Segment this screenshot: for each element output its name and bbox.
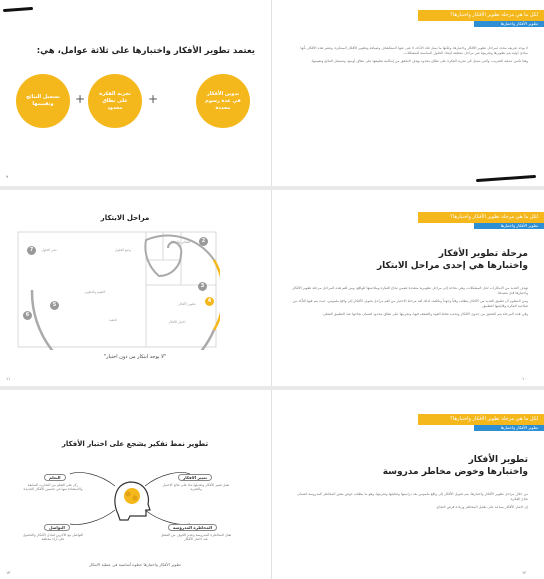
stage-badge-2: 2: [199, 237, 208, 246]
heading-line: واختبارها وخوض مخاطر مدروسة: [382, 467, 528, 477]
card-text: ركز على التعلم من التجارب السابقة والاستفادة منها في تحسين الأفكار الجديدة: [23, 483, 83, 492]
page-heading: [300, 248, 528, 272]
page-number-right: ١٠: [522, 376, 527, 381]
diagram-caption: تطوير الأفكار واختبارها خطوة أساسية في عملية الابتكار: [89, 562, 181, 567]
stage-badge-7: 7: [27, 246, 36, 255]
section-banner: لكل ما هي مرحلة تطوير الأفكار واختبارها؟: [418, 212, 544, 223]
page-spread-1: [0, 0, 544, 186]
card-title-change-ideas: تغيير الافكار: [178, 474, 212, 481]
factor-circle-2: تجربة الفكرة على نطاق محدود: [88, 74, 142, 128]
stage-label: وضع الحلول: [115, 248, 131, 252]
heading-line: مرحلة تطوير الأفكار: [438, 249, 528, 259]
quote-text: "لا يوجد ابتكار من دون اختبار": [103, 354, 167, 360]
stage-label: التقييم والتطوير: [84, 290, 106, 294]
page-number-right: ١٢: [522, 570, 527, 575]
card-text: التواصل مع الآخرين لتبادل الأفكار والحصول على آراء مختلفة: [22, 533, 84, 542]
plus-icon: +: [148, 92, 159, 106]
section-subtag: تطوير الأفكار واختبارها: [474, 223, 544, 229]
body-text: [292, 492, 528, 513]
connector-arrow: [145, 510, 190, 524]
diagram-title: مراحل الابتكار: [100, 214, 150, 222]
paragraph: لا يوجد تعريف محدد لمراحل تطوير الأفكار واختبارها، ولكنها ما تمثل تلك الأداة، لا غنى عنها لاستكشاف وصياغة وتطوير الأفكار المبتكرة، وتعتبر هذه الأفكار بأنها مبادئ أولية يتم تطويرها وتجريبها عبر مراحل مختلفة لإيجاد الحلول المناسبة للمشكلات.: [300, 46, 528, 55]
factor-circle-1: تدوين الأفكار في عدة رسوم محددة: [196, 74, 250, 128]
diagram-title: تطوير نمط تفكير يشجع على اختبار الأفكار: [61, 440, 209, 448]
stage-label: التنفيذ: [108, 318, 118, 322]
stage-badge-5: 5: [50, 301, 59, 310]
stage-badge-3: 3: [198, 282, 207, 291]
stage-badge-4: 4: [205, 297, 214, 306]
section-subtag: تطوير الأفكار واختبارها: [474, 425, 544, 431]
paragraph: ومن المعلوم أن تطبيق العديد من الأفكار يتطلب وقتاً وجهداً وتكلفة، لذلك تُعد مرحلة الاختبار من أهم مراحل تحويل الأفكار إلى واقع ملموس، حيث يتم فيها التأكد من صلاحية الفكرة وقابليتها للتطبيق.: [292, 299, 528, 308]
stage-label: اختبار الأفكار: [168, 320, 186, 324]
plus-icon: +: [75, 92, 86, 106]
heading-line: تطوير الأفكار: [468, 455, 528, 465]
page-number-left: ١١: [6, 376, 11, 381]
stage-badge-6: 6: [23, 311, 32, 320]
page-number-left: ١٣: [6, 570, 11, 575]
stage-label: تطوير الأفكار: [178, 302, 196, 306]
scribble-mark: [476, 175, 536, 182]
spine-divider: [271, 390, 272, 579]
spine-divider: [271, 190, 272, 386]
connector-arrow: [70, 510, 115, 524]
factor-circle-3: تسجيل النتائج وتقييمها: [16, 74, 70, 128]
page-spread-2: [0, 190, 544, 386]
section-banner: لكل ما هي مرحلة تطوير الأفكار واختبارها؟: [418, 414, 544, 425]
page-spread-3: [0, 390, 544, 579]
spine-divider: [271, 0, 272, 186]
paragraph: وهنا تكمن عملية التجريب، والتي تتمثل في تجربة الفكرة على نطاق محدود بهدف التحقق من إمكانية تطبيقها على نطاق أوسع، وتسجيل النتائج وتقييمها.: [310, 59, 528, 63]
stage-label: نشر الحلول: [41, 248, 57, 252]
card-text: تقبل تغيير الأفكار وتعديلها بناء على نتائج الاختبار والتجربة: [162, 483, 230, 492]
spiral-highlight: [214, 260, 220, 330]
card-text: تقبل المخاطرة المدروسة وعدم الخوف من الفشل عند اختبار الأفكار: [160, 533, 232, 542]
section-banner: لكل ما هي مرحلة تطوير الأفكار واختبارها؟: [418, 10, 544, 21]
section-subtag: تطوير الأفكار واختبارها: [474, 21, 544, 27]
page-number-left: ٩: [6, 174, 9, 179]
stage-label: التفكير والتحليل: [169, 240, 191, 244]
body-text: [292, 46, 528, 67]
page-heading: يعتمد تطوير الأفكار واختبارها على ثلاثة عوامل، هي:: [36, 46, 255, 56]
heading-line: واختبارها هي إحدى مراحل الابتكار: [376, 261, 528, 271]
card-title-learning: التعلم: [44, 474, 66, 481]
scribble-mark: [3, 7, 33, 12]
paragraph: من خلال مراحل تطوير الأفكار واختبارها، يتم تحويل الأفكار إلى واقع ملموس بعد دراستها وتحليلها وتجربتها، وهو ما يتطلب خوض بعض المخاطر المدروسة لضمان نجاح الفكرة.: [297, 492, 528, 501]
card-title-communication: التواصل: [44, 524, 70, 531]
brain-head-icon: [115, 482, 150, 520]
body-text: [292, 286, 528, 320]
card-title-calculated-risk: المخاطرة المدروسة: [168, 524, 217, 531]
page-heading: [300, 454, 528, 478]
paragraph: تهدف العديد من الابتكارات لحل المشكلات، وهي بحاجة إلى مراحل تطويرية متعددة تضمن نجاح الفكرة وملاءمتها للواقع، ومن أهم هذه المراحل مرحلة تطوير الأفكار واختبارها قبل تنفيذها.: [292, 286, 528, 295]
paragraph: وفي هذه المرحلة يتم التحقق من جدوى الأفكار وتحديد نقاط القوة والضعف فيها، وتجربتها على نطاق محدود لضمان نجاحها عند التطبيق الفعلي.: [322, 312, 528, 316]
paragraph: إن اختبار الأفكار يساعد على تقليل المخاطر وزيادة فرص النجاح.: [435, 505, 528, 509]
